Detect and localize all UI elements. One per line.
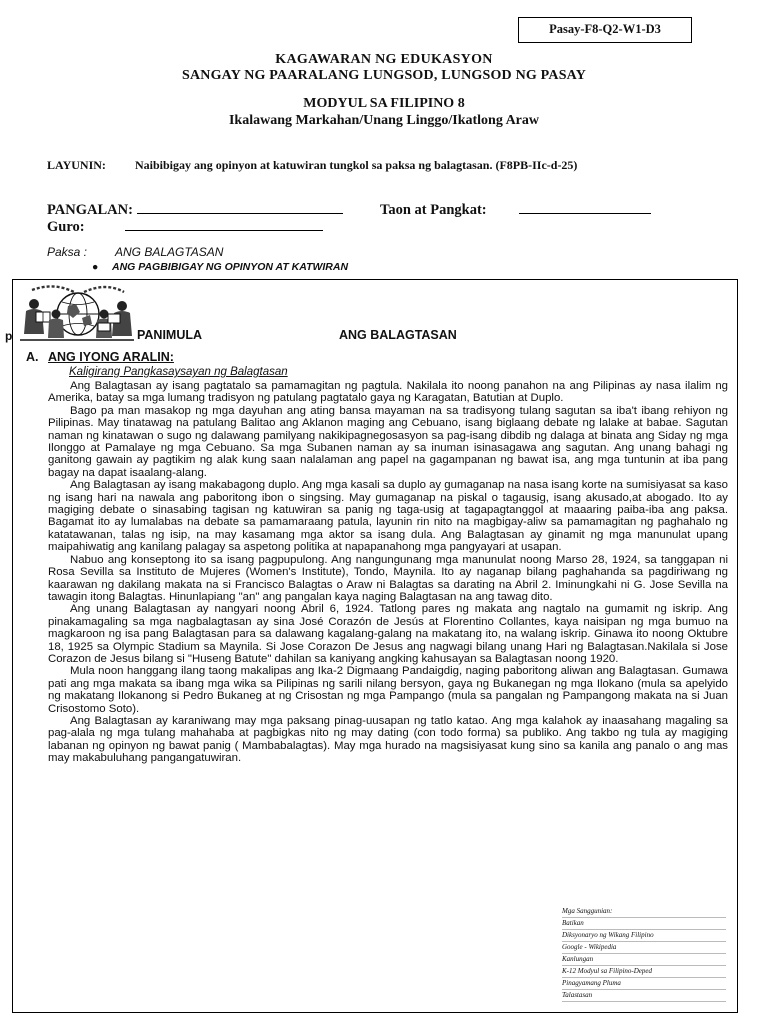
paragraph: Mula noon hanggang ilang taong makalipas ang Ika-2 Digmaang Pandaigdig, naging paboritong aliwan ang Balagtasan. Gumawa pati ang mga makata sa ibang mga wika sa Pilipinas ng sarili nilang bersyon, gaya ng Bukanegan ng mga Ilokano (mula sa apelyido ng makatang Ilokanong si Pedro Bukaneg at ng Crisostan ng mga Pampango (mula sa pangalan ng Pampangong makata na si Juan Crisostomo Soto). [48,665,728,715]
stray-letter: p [5,329,13,343]
reference-item: Kanlungan [562,954,726,966]
section-blank[interactable] [519,200,651,214]
module-subtitle: Ikalawang Markahan/Unang Linggo/Ikatlong Araw [228,113,540,128]
division-heading: SANGAY NG PAARALANG LUNGSOD, LUNGSOD NG PASAY [181,68,587,83]
paragraph: Ang Balagtasan ay isang pagtatalo sa pamamagitan ng pagtula. Nakilala ito noong panahon na ang Pilipinas ay nasa ilalim ng Amerika, batay sa mga lumang tradisyon ng patulang pagtatalo gaya ng Karagatan, Batutian at Duplo. [48,380,728,405]
teacher-label: Guro: [47,219,85,235]
reference-item: K-12 Modyul sa Filipino-Deped [562,966,726,978]
bullet-icon: ● [92,261,99,273]
department-heading: KAGAWARAN NG EDUKASYON [275,52,493,67]
topic-bullet [92,261,348,273]
teacher-field [47,217,323,236]
intro-label: PANIMULA [137,328,203,342]
section-label: Taon at Pangkat: [380,202,487,218]
reading-people-logo-icon [18,284,136,344]
intro-title: ANG BALAGTASAN [339,328,457,342]
lesson-body [48,380,728,765]
name-blank[interactable] [137,200,343,214]
topic-value: ANG BALAGTASAN [115,245,224,259]
references-heading: Mga Sanggunian: [562,906,726,918]
paragraph: Ang Balagtasan ay isang makabagong duplo. Ang mga kasali sa duplo ay gumaganap na nasa isang korte na sumisiyasat sa kaso ng isang hari na nawala ang paboritong ibon o singsing. May gumaganap na piskal o tagausig, isang akusado,at abogado. Ito ay magiging debate o sinasabing tagisan ng katuwiran sa panig ng taga-usig at tagapagtanggol at maaaring paiba-iba ang paksa. Bagamat ito ay lumalabas na debate sa pamamaraang patula, layunin rin nito na magbigay-aliw sa pamamagitan ng paghahalo ng katatawanan, talas ng isip, na may kasamang mga aktor sa isang dula. Ang Balagtasan ay ginamit ng mga manunulat upang maipahiwatig ang kanilang palagay sa aspetong politika at napapanahong mga pangyayari at usapan. [48,479,728,554]
section-letter: A. [26,350,39,364]
section-title: ANG IYONG ARALIN: [48,350,174,364]
paragraph: Ang unang Balagtasan ay nangyari noong Abril 6, 1924. Tatlong pares ng makata ang nagtalo na gumamit ng iskrip. Ang pinakamagaling sa mga nagbalagtasan ay sina José Corazón de Jesús at Florentino Collantes, kaya naisipan ng mga bumuo na magkaroon ng isa pang Balagtasan para sa dalawang kagalang-galang na makatang ito, na walang iskrip. Ginawa ito noong Oktubre 18, 1925 sa Olympic Stadium sa Maynila. Si Jose Corazon De Jesus ang nagwagi bilang unang Hari ng Balagtasan.Nakilala si Jose Corazon de Jesus bilang si "Huseng Batute" dahilan sa kaniyang angking kahusayan sa Balagtasan noong 1920. [48,603,728,665]
objective-text: Naibibigay ang opinyon at katuwiran tungkol sa paksa ng balagtasan. (F8PB-IIc-d-25) [135,158,578,172]
reference-item: Google - Wikipedia [562,942,726,954]
module-title: MODYUL SA FILIPINO 8 [303,96,465,111]
topic [47,245,223,259]
topic-label: Paksa : [47,245,88,259]
reference-item: Diksyonaryo ng Wikang Filipino [562,930,726,942]
paragraph: Ang Balagtasan ay karaniwang may mga paksang pinag-uusapan ng tatlo katao. Ang mga kalahok ay inaasahang magaling sa pag-alala ng mga tulang mahahaba at pagbigkas nito ng may dating (con todo forma) sa publiko. Ang takbo ng tula ay magiging labanan ng opinyon ng bawat panig ( Mambabalagtas). May mga hurado na magsisiyasat kung sino sa kanila ang panalo o ang mas may makabuluhang pangangatuwiran. [48,714,728,765]
section-heading [26,350,174,364]
topic-bullet-text: ANG PAGBIBIGAY NG OPINYON AT KATWIRAN [112,261,349,273]
name-label: PANGALAN: [47,202,133,218]
references [562,906,726,1002]
section-subtitle: Kaligirang Pangkasaysayan ng Balagtasan [69,366,288,378]
module-code: Pasay-F8-Q2-W1-D3 [518,17,692,43]
objective [47,158,577,173]
teacher-blank[interactable] [125,217,323,231]
reference-item: Batikan [562,918,726,930]
paragraph: Nabuo ang konseptong ito sa isang pagpupulong. Ang nangungunang mga manunulat noong Marso 28, 1924, sa tanggapan ni Rosa Sevilla sa Instituto de Mujeres (Women's Institute), Tondo, Maynila. Ito ay naganap bilang paghahanda sa pagdiriwang ng kaarawan ng dakilang makata na si Francisco Balagtas o Araw ni Balagtas sa darating na Abril 2. Iminungkahi ni G. Jose Sevilla na tawagin itong Balagtas. Hinunlapiang "an" ang pangalan kaya naging Balagtasan na ang tawag dito. [48,553,728,603]
section-field [380,200,651,219]
reference-item: Pinagyamang Pluma [562,978,726,990]
paragraph: Bago pa man masakop ng mga dayuhan ang ating bansa mayaman na sa tradisyong tulang sagutan sa iba't ibang rehiyon ng Pilipinas. May tinatawag na patulang Balitao ang Aklanon maging ang Cebuano, isang biglaang debate ng lalake at babae. Sagutan naman ng kinatawan o sugo ng dalawang pamilyang nakikipagnegosasyon sa pag-isang dibdib ng dalaga at binata ang Siday ng mga Ilonggo at Pamalaye ng mga Cebuano. Sa mga Subanen naman ay sa inuman isinasagawa ang sagutan. Ang unang bahagi ng ganitong gawain ay pagtikim ng alak kung saan nalalaman ang papel na gagampanan ng bawat isa, ang mga tuntunin at iba pang bagay na dapat isaalang-alang. [48,404,728,479]
reference-item: Talastasan [562,990,726,1002]
objective-label: LAYUNIN: [47,158,106,172]
